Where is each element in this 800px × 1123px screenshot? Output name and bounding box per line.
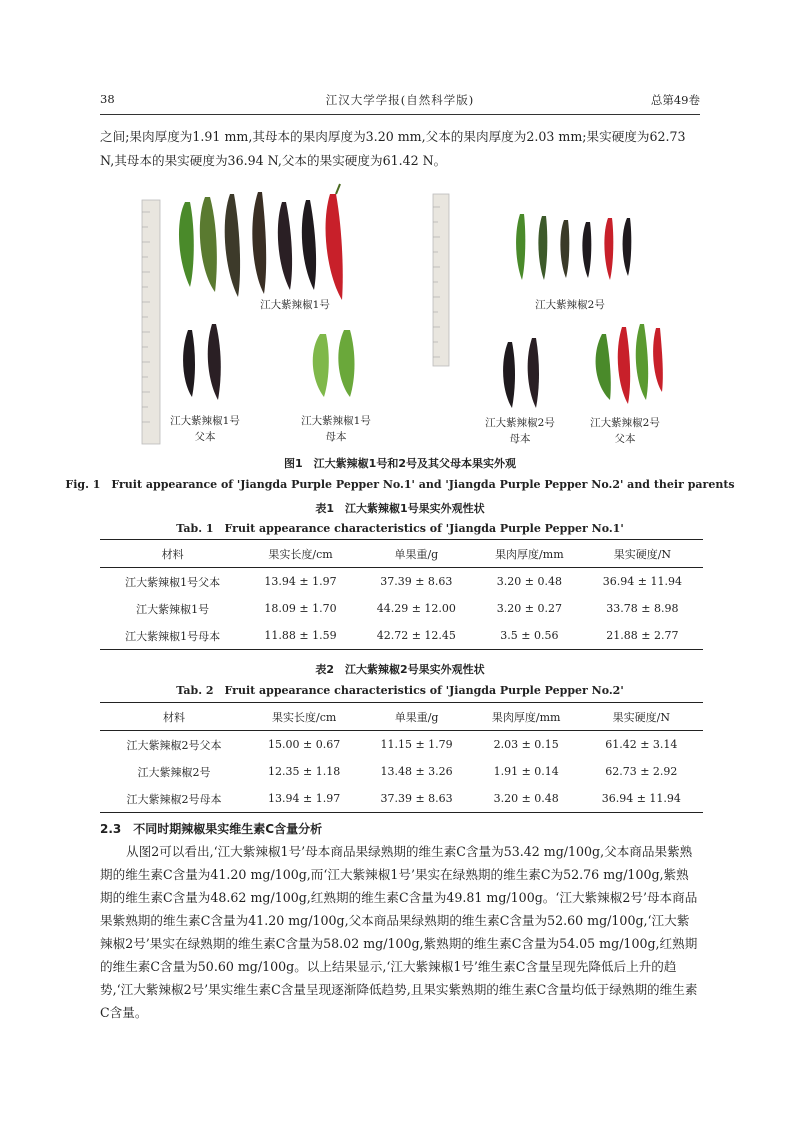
label-cultivar1: 江大紫辣椒1号 — [260, 299, 330, 311]
cultivar2-mother-peppers — [503, 338, 539, 408]
column-header: 果肉厚度/mm — [477, 540, 582, 568]
table-cell: 3.20 ± 0.48 — [473, 785, 580, 813]
column-header: 材料 — [100, 540, 245, 568]
table-header-row — [100, 540, 703, 568]
table1-caption-cn: 表1 江大紫辣椒1号果实外观性状 — [315, 502, 485, 515]
header-rule — [100, 114, 700, 115]
table-cell: 36.94 ± 11.94 — [602, 575, 682, 588]
column-header: 单果重/g — [356, 540, 477, 568]
table-cell: 18.09 ± 1.70 — [264, 602, 337, 615]
cultivar2-father-peppers — [596, 324, 663, 404]
table-cell: 3.20 ± 0.27 — [496, 602, 562, 615]
label-cultivar2: 江大紫辣椒2号 — [535, 299, 605, 311]
ruler-left — [142, 200, 160, 444]
column-header: 果肉厚度/mm — [473, 703, 580, 731]
table-cell: 2.03 ± 0.15 — [493, 738, 559, 751]
figure-caption-en: Fig. 1 Fruit appearance of 'Jiangda Purple Pepper No.1' and 'Jiangda Purple Pepper No.2' and their parents — [65, 478, 735, 491]
table-cell: 3.20 ± 0.48 — [496, 575, 562, 588]
table-cell: 61.42 ± 3.14 — [605, 738, 678, 751]
table-cell: 3.5 ± 0.56 — [477, 622, 582, 650]
figure-caption-cn: 图1 江大紫辣椒1号和2号及其父母本果实外观 — [284, 457, 516, 470]
table-row — [100, 568, 703, 596]
intro-paragraph: 之间;果肉厚度为1.91 mm,其母本的果肉厚度为3.20 mm,父本的果肉厚度为2.03 mm;果实硬度为62.73 N,其母本的果实硬度为36.94 N,父本的果实硬度为61.42 N。 — [100, 129, 686, 168]
table-cell: 21.88 ± 2.77 — [582, 622, 703, 650]
table-cell: 江大紫辣椒1号母本 — [100, 622, 245, 650]
running-header — [100, 92, 700, 110]
table-cell: 12.35 ± 1.18 — [268, 765, 341, 778]
table-cell: 62.73 ± 2.92 — [605, 765, 678, 778]
column-header: 果实长度/cm — [248, 703, 360, 731]
table-row — [100, 622, 703, 650]
column-header: 果实长度/cm — [245, 540, 355, 568]
table-cell: 江大紫辣椒2号母本 — [100, 785, 248, 813]
table-cell: 36.94 ± 11.94 — [580, 785, 703, 813]
table1-caption-en: Tab. 1 Fruit appearance characteristics of 'Jiangda Purple Pepper No.1' — [176, 522, 624, 535]
table-cell: 江大紫辣椒1号 — [136, 602, 210, 616]
table-cell: 江大紫辣椒2号父本 — [126, 738, 222, 752]
table-row — [100, 758, 703, 785]
table-cell: 1.91 ± 0.14 — [493, 765, 559, 778]
table-cell: 13.94 ± 1.97 — [248, 785, 360, 813]
table2-caption-cn: 表2 江大紫辣椒2号果实外观性状 — [315, 663, 485, 676]
table1 — [100, 539, 703, 650]
column-header: 果实硬度/N — [580, 703, 703, 731]
table-cell: 44.29 ± 12.00 — [376, 602, 456, 615]
table-cell: 江大紫辣椒1号父本 — [125, 575, 221, 589]
column-header: 果实硬度/N — [582, 540, 703, 568]
table-cell: 42.72 ± 12.45 — [356, 622, 477, 650]
label-c1-mother: 江大紫辣椒1号 母本 — [301, 415, 371, 443]
table-cell: 37.39 ± 8.63 — [360, 785, 472, 813]
journal-title: 江汉大学学报(自然科学版) — [325, 93, 475, 107]
table-cell: 33.78 ± 8.98 — [606, 602, 679, 615]
section-paragraph: 从图2可以看出,‘江大紫辣椒1号’母本商品果绿熟期的维生素C含量为53.42 mg/100g,父本商品果紫熟期的维生素C含量为41.20 mg/100g,而‘江大紫辣椒1号’果实在绿熟期的维生素C为52.76 mg/100g,紫熟期的维生素C含量为48.62 mg/100g,红熟期的维生素C含量为49.81 mg/100g。‘江大紫辣椒2号’母本商品果紫熟期的维生素C含量为41.20 mg/100g,父本商品果绿熟期的维生素C含量为52.60 mg/100g,‘江大紫辣椒2号’果实在绿熟期的维生素C含量为58.02 mg/100g,紫熟期的维生素C含量为54.05 mg/100g,红熟期的维生素C含量为50.60 mg/100g。以上结果显示,‘江大紫辣椒1号’维生素C含量呈现先降低后上升的趋势,‘江大紫辣椒2号’果实维生素C含量呈现逐渐降低趋势,且果实紫熟期的维生素C含量均低于绿熟期的维生素C含量。 — [100, 844, 698, 1020]
table-row — [100, 731, 703, 759]
table-cell: 37.39 ± 8.63 — [380, 575, 453, 588]
table-cell: 11.88 ± 1.59 — [245, 622, 355, 650]
ruler-right — [433, 194, 449, 366]
table-row — [100, 595, 703, 622]
table2-caption-en: Tab. 2 Fruit appearance characteristics of 'Jiangda Purple Pepper No.2' — [176, 684, 624, 697]
table-cell: 13.48 ± 3.26 — [380, 765, 453, 778]
label-c2-father: 江大紫辣椒2号 父本 — [590, 417, 660, 445]
table-cell: 江大紫辣椒2号 — [137, 765, 211, 779]
table2 — [100, 702, 703, 813]
label-c1-father: 江大紫辣椒1号 父本 — [170, 415, 240, 443]
section-heading: 2.3 不同时期辣椒果实维生素C含量分析 — [100, 822, 323, 836]
column-header: 材料 — [100, 703, 248, 731]
column-header: 单果重/g — [360, 703, 472, 731]
table-header-row — [100, 703, 703, 731]
cultivar1-peppers — [179, 184, 343, 300]
label-c2-mother: 江大紫辣椒2号 母本 — [485, 417, 555, 445]
table-cell: 13.94 ± 1.97 — [264, 575, 337, 588]
cultivar2-peppers — [516, 214, 631, 280]
volume-label: 总第49卷 — [650, 93, 700, 107]
table-row — [100, 785, 703, 813]
table-cell: 11.15 ± 1.79 — [380, 738, 453, 751]
table-cell: 15.00 ± 0.67 — [268, 738, 341, 751]
cultivar1-father-peppers — [183, 324, 221, 400]
cultivar1-mother-peppers — [313, 330, 355, 397]
page-number: 38 — [100, 92, 115, 106]
